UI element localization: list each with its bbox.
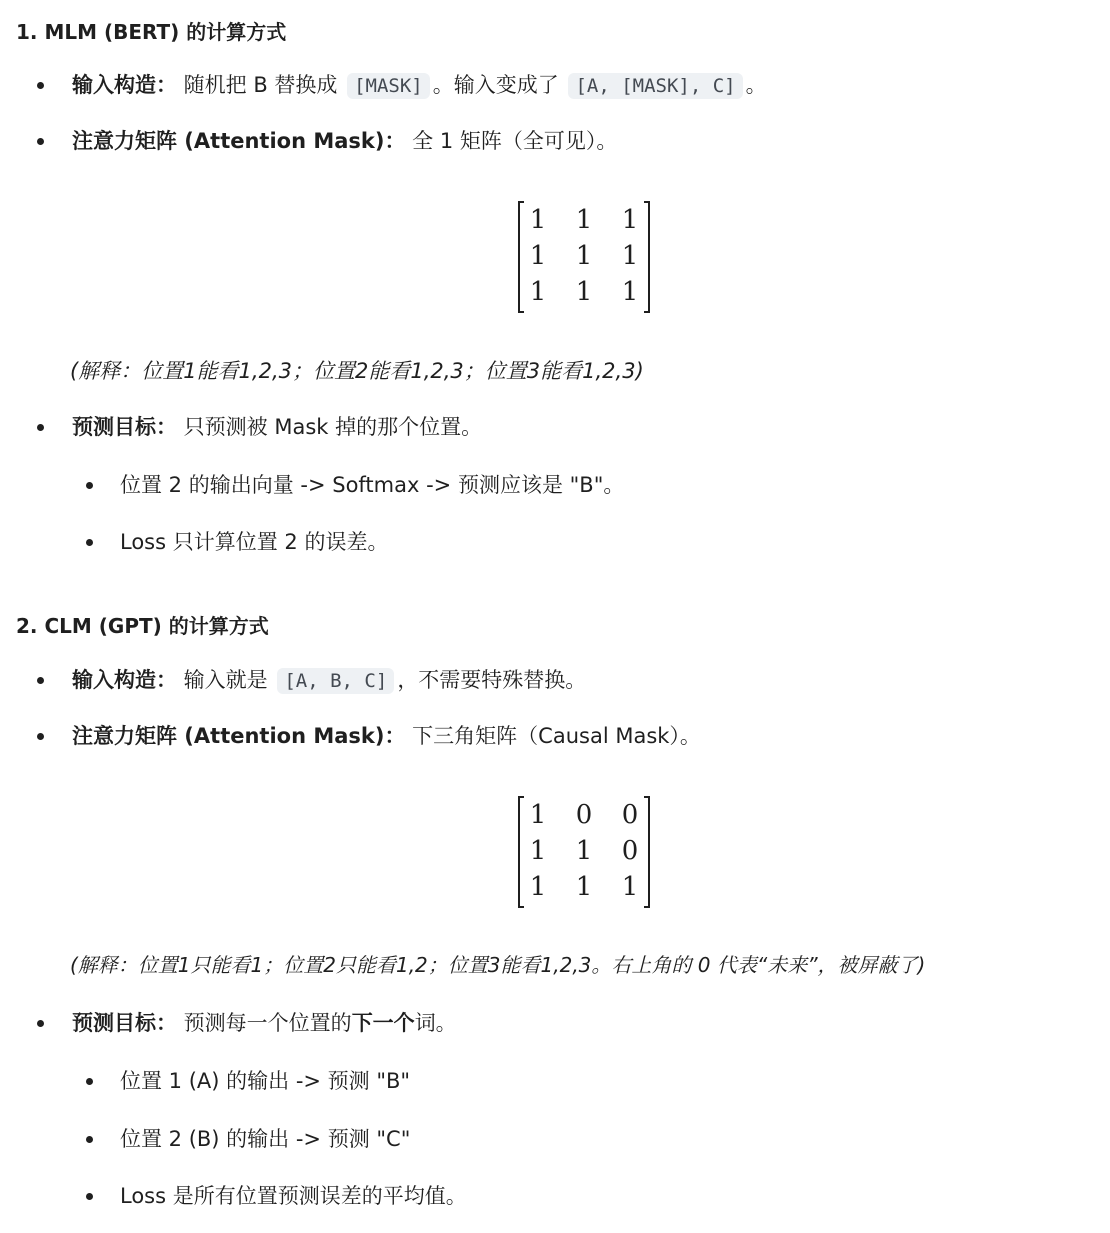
matrix-cell: 1 <box>575 277 593 307</box>
matrix-cell: 1 <box>621 241 639 271</box>
matrix-cell: 0 <box>575 800 593 830</box>
clm-explanation: (解释：位置1只能看1；位置2只能看1,2；位置3能看1,2,3。右上角的 0 代表“未来”，被屏蔽了) <box>70 953 926 977</box>
mlm-explanation: (解释：位置1能看1,2,3；位置2能看1,2,3；位置3能看1,2,3) <box>70 359 644 383</box>
matrix-cell: 1 <box>621 205 639 235</box>
mlm-input-item <box>72 71 767 100</box>
matrix-left-bracket <box>518 796 524 908</box>
clm-input-label: 输入构造： <box>72 668 177 692</box>
matrix-cell: 1 <box>529 241 547 271</box>
matrix-cell: 1 <box>575 241 593 271</box>
clm-input-item <box>72 666 586 695</box>
clm-attention-text: 下三角矩阵（Causal Mask）。 <box>405 724 701 748</box>
mlm-target-label: 预测目标： <box>72 415 177 439</box>
mlm-input-label: 输入构造： <box>72 73 177 97</box>
matrix-right-bracket <box>644 201 650 313</box>
mlm-target-text: 只预测被 Mask 掉的那个位置。 <box>177 415 483 439</box>
matrix-cell: 1 <box>529 277 547 307</box>
matrix-cell: 0 <box>621 836 639 866</box>
matrix-cell: 1 <box>529 205 547 235</box>
bullet <box>37 138 44 145</box>
clm-target-label: 预测目标： <box>72 1011 177 1035</box>
bullet <box>37 1020 44 1027</box>
bullet <box>86 539 93 546</box>
bullet <box>37 82 44 89</box>
mlm-input-text-3: 。 <box>745 73 767 97</box>
bullet <box>86 1193 93 1200</box>
matrix-cell: 1 <box>529 872 547 902</box>
mlm-sub-item: Loss 只计算位置 2 的误差。 <box>120 530 389 554</box>
mlm-sub-item: 位置 2 的输出向量 -> Softmax -> 预测应该是 "B"。 <box>120 473 625 497</box>
mlm-attention-matrix <box>518 201 650 313</box>
matrix-cell: 1 <box>529 836 547 866</box>
clm-sub-item: 位置 1 (A) 的输出 -> 预测 "B" <box>120 1069 411 1093</box>
clm-attention-matrix <box>518 796 650 908</box>
bullet <box>37 424 44 431</box>
clm-input-text-2: ，不需要特殊替换。 <box>397 668 587 692</box>
clm-target-bold: 下一个 <box>351 1011 415 1035</box>
clm-target-item <box>72 1009 457 1037</box>
clm-target-text-1: 预测每一个位置的 <box>177 1011 352 1035</box>
clm-attention-label: 注意力矩阵 (Attention Mask)： <box>72 724 406 748</box>
matrix-cell: 0 <box>621 800 639 830</box>
clm-heading: 2. CLM (GPT) 的计算方式 <box>16 614 269 638</box>
matrix-left-bracket <box>518 201 524 313</box>
mlm-input-code-1: [MASK] <box>347 73 430 99</box>
bullet <box>86 1136 93 1143</box>
bullet <box>86 482 93 489</box>
clm-input-text-1: 输入就是 <box>177 668 275 692</box>
matrix-right-bracket <box>644 796 650 908</box>
matrix-cell: 1 <box>575 872 593 902</box>
clm-attention-item <box>72 722 701 750</box>
matrix-cell: 1 <box>529 800 547 830</box>
mlm-attention-item <box>72 127 617 155</box>
matrix-cell: 1 <box>575 205 593 235</box>
matrix-cell: 1 <box>621 277 639 307</box>
clm-input-code-1: [A, B, C] <box>277 668 394 694</box>
mlm-input-code-2: [A, [MASK], C] <box>568 73 742 99</box>
clm-target-text-2: 词。 <box>414 1011 457 1035</box>
mlm-input-text-2: 。输入变成了 <box>432 73 566 97</box>
bullet <box>37 677 44 684</box>
mlm-heading: 1. MLM (BERT) 的计算方式 <box>16 20 287 44</box>
matrix-cell: 1 <box>621 872 639 902</box>
clm-sub-item: Loss 是所有位置预测误差的平均值。 <box>120 1184 467 1208</box>
bullet <box>37 733 44 740</box>
mlm-input-text-1: 随机把 B 替换成 <box>177 73 345 97</box>
matrix-cell: 1 <box>575 836 593 866</box>
mlm-attention-text: 全 1 矩阵（全可见）。 <box>405 129 618 153</box>
mlm-target-item <box>72 413 482 441</box>
bullet <box>86 1078 93 1085</box>
mlm-attention-label: 注意力矩阵 (Attention Mask)： <box>72 129 406 153</box>
clm-sub-item: 位置 2 (B) 的输出 -> 预测 "C" <box>120 1127 411 1151</box>
